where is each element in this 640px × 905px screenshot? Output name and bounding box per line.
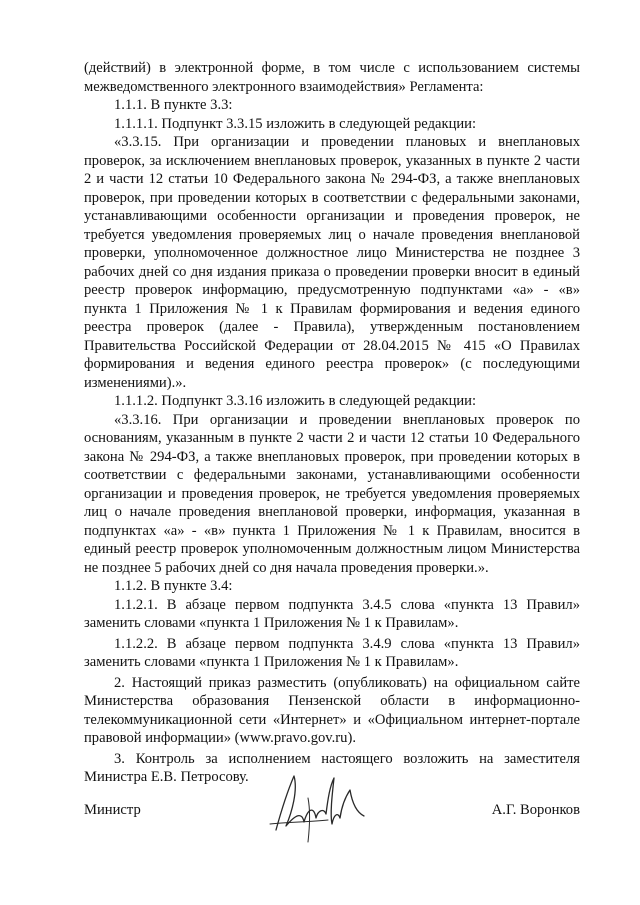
paragraph-3-3-15: «3.3.15. При организации и проведении плановых и внеплановых проверок, за исключением внеплановых проверок, указанных в пункте 2 части 2 и части 12 статьи 10 Федерального закона № 294-ФЗ, а также внеплановых проверок, при проведении которых в соответствии с федеральными законами, устанавливающими особенности организации и проведения проверок, не требуется уведомления проверяемых лиц о начале проведения внеплановой проверки, уполномоченное должностное лицо Министерства не позднее 3 рабочих дней со дня издания приказа о проведении проверки вносит в единый реестр проверок информацию, предусмотренную подпунктами «а» - «в» пункта 1 Приложения № 1 к Правилам формирования и ведения единого реестра проверок (далее - Правила), утвержденным постановлением Правительства Российской Федерации от 28.04.2015 № 415 «О Правилах формирования и ведения единого реестра проверок» (с последующими изменениями).».	[84, 134, 580, 391]
document-body	[84, 59, 580, 787]
paragraph-3-3-16: «3.3.16. При организации и проведении внеплановых проверок по основаниям, указанным в пункте 2 части 2 и части 12 статьи 10 Федерального закона № 294-ФЗ, а также внеплановых проверок, при проведении которых в соответствии с федеральными законами, устанавливающими особенности организации и проведения проверок, не требуется уведомления проверяемых лиц о начале проведения внеплановой проверки, информация, указанная в подпунктах «а» - «в» пункта 1 Приложения № 1 к Правилам, вносится в единый реестр проверок уполномоченным должностным лицом Министерства не позднее 5 рабочих дней со дня начала проведения проверки.».	[84, 411, 580, 576]
paragraph-1-1-2: 1.1.2. В пункте 3.4:	[114, 578, 233, 594]
paragraph-intro: (действий) в электронной форме, в том числе с использованием системы межведомственного электронного взаимодействия» Регламента:	[84, 60, 580, 95]
paragraph-3: 3. Контроль за исполнением настоящего возложить на заместителя Министра Е.В. Петросову.	[84, 750, 580, 785]
paragraph-2: 2. Настоящий приказ разместить (опубликовать) на официальном сайте Министерства образования Пензенской области в информационно-телекоммуникационной сети «Интернет» и «Официальном интернет-портале правовой информации» (www.pravo.gov.ru).	[84, 674, 580, 746]
signatory-name: А.Г. Воронков	[491, 802, 580, 818]
paragraph-1-1-2-1: 1.1.2.1. В абзаце первом подпункта 3.4.5 слова «пункта 13 Правил» заменить словами «пункта 1 Приложения № 1 к Правилам».	[84, 596, 580, 631]
signatory-title: Министр	[84, 802, 141, 818]
paragraph-1-1-2-2: 1.1.2.2. В абзаце первом подпункта 3.4.9 слова «пункта 13 Правил» заменить словами «пункта 1 Приложения № 1 к Правилам».	[84, 635, 580, 670]
paragraph-1-1-1-1: 1.1.1.1. Подпункт 3.3.15 изложить в следующей редакции:	[114, 115, 477, 132]
signature-row	[84, 802, 580, 832]
paragraph-1-1-1-2: 1.1.1.2. Подпункт 3.3.16 изложить в следующей редакции:	[114, 393, 477, 409]
paragraph-1-1-1: 1.1.1. В пункте 3.3:	[114, 97, 233, 113]
